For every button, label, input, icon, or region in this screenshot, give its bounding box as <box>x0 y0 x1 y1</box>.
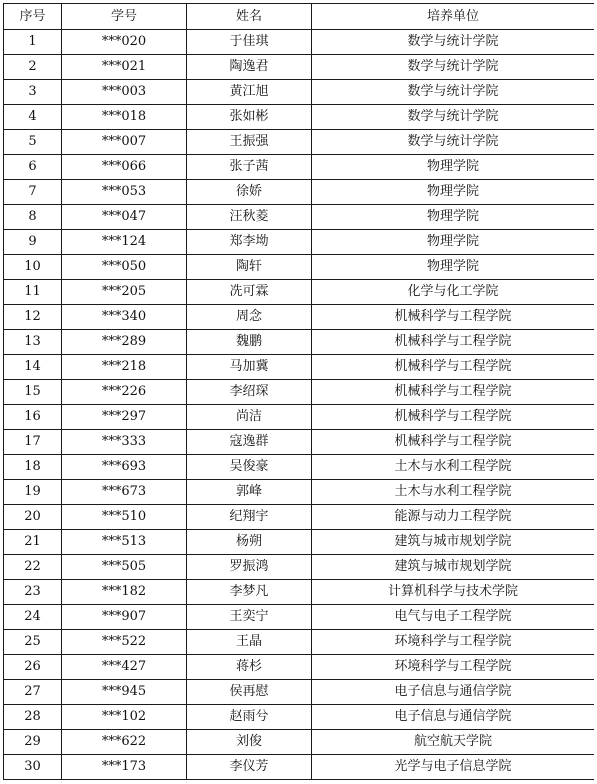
student-roster-table <box>3 3 594 780</box>
cell-student-id: ***673 <box>62 480 187 505</box>
cell-index: 13 <box>4 330 62 355</box>
cell-unit: 物理学院 <box>312 205 595 230</box>
cell-student-id: ***205 <box>62 280 187 305</box>
table-row <box>4 630 595 655</box>
table-row <box>4 655 595 680</box>
cell-index: 19 <box>4 480 62 505</box>
cell-unit: 物理学院 <box>312 180 595 205</box>
cell-unit: 机械科学与工程学院 <box>312 405 595 430</box>
cell-unit: 物理学院 <box>312 255 595 280</box>
cell-unit: 数学与统计学院 <box>312 105 595 130</box>
cell-index: 25 <box>4 630 62 655</box>
cell-student-id: ***505 <box>62 555 187 580</box>
cell-unit: 航空航天学院 <box>312 730 595 755</box>
table-row <box>4 430 595 455</box>
cell-unit: 化学与化工学院 <box>312 280 595 305</box>
table-row <box>4 705 595 730</box>
table-row <box>4 605 595 630</box>
cell-unit: 物理学院 <box>312 230 595 255</box>
table-row <box>4 305 595 330</box>
table-row <box>4 555 595 580</box>
cell-index: 20 <box>4 505 62 530</box>
cell-name: 马加冀 <box>187 355 312 380</box>
cell-unit: 电子信息与通信学院 <box>312 680 595 705</box>
cell-student-id: ***289 <box>62 330 187 355</box>
cell-student-id: ***226 <box>62 380 187 405</box>
table-row <box>4 205 595 230</box>
cell-unit: 计算机科学与技术学院 <box>312 580 595 605</box>
table-row <box>4 230 595 255</box>
cell-index: 10 <box>4 255 62 280</box>
cell-unit: 建筑与城市规划学院 <box>312 530 595 555</box>
table-row <box>4 105 595 130</box>
cell-unit: 土木与水利工程学院 <box>312 455 595 480</box>
cell-student-id: ***693 <box>62 455 187 480</box>
table-row <box>4 55 595 80</box>
cell-index: 4 <box>4 105 62 130</box>
cell-unit: 机械科学与工程学院 <box>312 355 595 380</box>
cell-unit: 数学与统计学院 <box>312 30 595 55</box>
cell-unit: 环境科学与工程学院 <box>312 630 595 655</box>
table-row <box>4 355 595 380</box>
table-row <box>4 280 595 305</box>
cell-student-id: ***522 <box>62 630 187 655</box>
cell-index: 18 <box>4 455 62 480</box>
cell-name: 冼可霖 <box>187 280 312 305</box>
table-row <box>4 30 595 55</box>
cell-student-id: ***007 <box>62 130 187 155</box>
header-row <box>4 4 595 30</box>
cell-index: 8 <box>4 205 62 230</box>
cell-index: 30 <box>4 755 62 780</box>
document-sheet <box>3 3 594 784</box>
table-row <box>4 330 595 355</box>
cell-name: 郭峰 <box>187 480 312 505</box>
cell-student-id: ***297 <box>62 405 187 430</box>
cell-name: 寇逸群 <box>187 430 312 455</box>
cell-student-id: ***513 <box>62 530 187 555</box>
cell-index: 29 <box>4 730 62 755</box>
cell-name: 纪翔宇 <box>187 505 312 530</box>
cell-index: 12 <box>4 305 62 330</box>
cell-name: 张子茜 <box>187 155 312 180</box>
cell-name: 李绍琛 <box>187 380 312 405</box>
cell-name: 侯再慰 <box>187 680 312 705</box>
cell-index: 23 <box>4 580 62 605</box>
cell-index: 2 <box>4 55 62 80</box>
table-body <box>4 30 595 780</box>
cell-index: 6 <box>4 155 62 180</box>
cell-index: 17 <box>4 430 62 455</box>
cell-name: 陶轩 <box>187 255 312 280</box>
cell-student-id: ***053 <box>62 180 187 205</box>
table-row <box>4 180 595 205</box>
cell-name: 尚洁 <box>187 405 312 430</box>
cell-unit: 环境科学与工程学院 <box>312 655 595 680</box>
cell-student-id: ***427 <box>62 655 187 680</box>
cell-name: 李仪芳 <box>187 755 312 780</box>
cell-student-id: ***021 <box>62 55 187 80</box>
cell-index: 5 <box>4 130 62 155</box>
cell-name: 王振强 <box>187 130 312 155</box>
cell-student-id: ***173 <box>62 755 187 780</box>
table-row <box>4 130 595 155</box>
cell-student-id: ***047 <box>62 205 187 230</box>
cell-unit: 土木与水利工程学院 <box>312 480 595 505</box>
cell-unit: 机械科学与工程学院 <box>312 330 595 355</box>
cell-unit: 机械科学与工程学院 <box>312 430 595 455</box>
cell-unit: 电子信息与通信学院 <box>312 705 595 730</box>
table-row <box>4 680 595 705</box>
cell-name: 王奕宁 <box>187 605 312 630</box>
header-student-id: 学号 <box>62 4 187 30</box>
header-unit: 培养单位 <box>312 4 595 30</box>
cell-index: 9 <box>4 230 62 255</box>
cell-unit: 能源与动力工程学院 <box>312 505 595 530</box>
cell-unit: 数学与统计学院 <box>312 80 595 105</box>
cell-index: 27 <box>4 680 62 705</box>
cell-name: 黄江旭 <box>187 80 312 105</box>
cell-name: 赵雨兮 <box>187 705 312 730</box>
cell-name: 罗振鸿 <box>187 555 312 580</box>
table-row <box>4 255 595 280</box>
cell-index: 24 <box>4 605 62 630</box>
cell-index: 15 <box>4 380 62 405</box>
header-name: 姓名 <box>187 4 312 30</box>
cell-index: 3 <box>4 80 62 105</box>
table-row <box>4 80 595 105</box>
table-row <box>4 505 595 530</box>
cell-student-id: ***018 <box>62 105 187 130</box>
cell-student-id: ***102 <box>62 705 187 730</box>
cell-name: 张如彬 <box>187 105 312 130</box>
cell-index: 26 <box>4 655 62 680</box>
cell-unit: 物理学院 <box>312 155 595 180</box>
cell-index: 1 <box>4 30 62 55</box>
cell-index: 11 <box>4 280 62 305</box>
cell-name: 郑李坳 <box>187 230 312 255</box>
cell-index: 22 <box>4 555 62 580</box>
cell-student-id: ***182 <box>62 580 187 605</box>
cell-student-id: ***945 <box>62 680 187 705</box>
cell-unit: 电气与电子工程学院 <box>312 605 595 630</box>
cell-name: 徐娇 <box>187 180 312 205</box>
cell-student-id: ***050 <box>62 255 187 280</box>
cell-student-id: ***066 <box>62 155 187 180</box>
table-header <box>4 4 595 30</box>
cell-name: 蒋杉 <box>187 655 312 680</box>
cell-student-id: ***124 <box>62 230 187 255</box>
cell-name: 杨朔 <box>187 530 312 555</box>
table-row <box>4 455 595 480</box>
table-row <box>4 530 595 555</box>
cell-student-id: ***020 <box>62 30 187 55</box>
cell-student-id: ***218 <box>62 355 187 380</box>
cell-index: 28 <box>4 705 62 730</box>
cell-unit: 数学与统计学院 <box>312 55 595 80</box>
cell-unit: 机械科学与工程学院 <box>312 380 595 405</box>
cell-name: 于佳琪 <box>187 30 312 55</box>
cell-student-id: ***907 <box>62 605 187 630</box>
table-row <box>4 480 595 505</box>
cell-name: 汪秋菱 <box>187 205 312 230</box>
cell-index: 21 <box>4 530 62 555</box>
table-row <box>4 155 595 180</box>
table-row <box>4 405 595 430</box>
table-row <box>4 755 595 780</box>
table-row <box>4 580 595 605</box>
cell-name: 周念 <box>187 305 312 330</box>
header-index: 序号 <box>4 4 62 30</box>
cell-name: 王晶 <box>187 630 312 655</box>
table-row <box>4 380 595 405</box>
cell-student-id: ***333 <box>62 430 187 455</box>
cell-student-id: ***340 <box>62 305 187 330</box>
cell-index: 14 <box>4 355 62 380</box>
cell-index: 16 <box>4 405 62 430</box>
cell-name: 李梦凡 <box>187 580 312 605</box>
cell-student-id: ***510 <box>62 505 187 530</box>
cell-name: 陶逸君 <box>187 55 312 80</box>
cell-student-id: ***003 <box>62 80 187 105</box>
cell-unit: 数学与统计学院 <box>312 130 595 155</box>
cell-name: 魏鹏 <box>187 330 312 355</box>
cell-unit: 光学与电子信息学院 <box>312 755 595 780</box>
cell-unit: 机械科学与工程学院 <box>312 305 595 330</box>
cell-student-id: ***622 <box>62 730 187 755</box>
table-row <box>4 730 595 755</box>
cell-unit: 建筑与城市规划学院 <box>312 555 595 580</box>
cell-name: 吴俊豪 <box>187 455 312 480</box>
cell-index: 7 <box>4 180 62 205</box>
cell-name: 刘俊 <box>187 730 312 755</box>
